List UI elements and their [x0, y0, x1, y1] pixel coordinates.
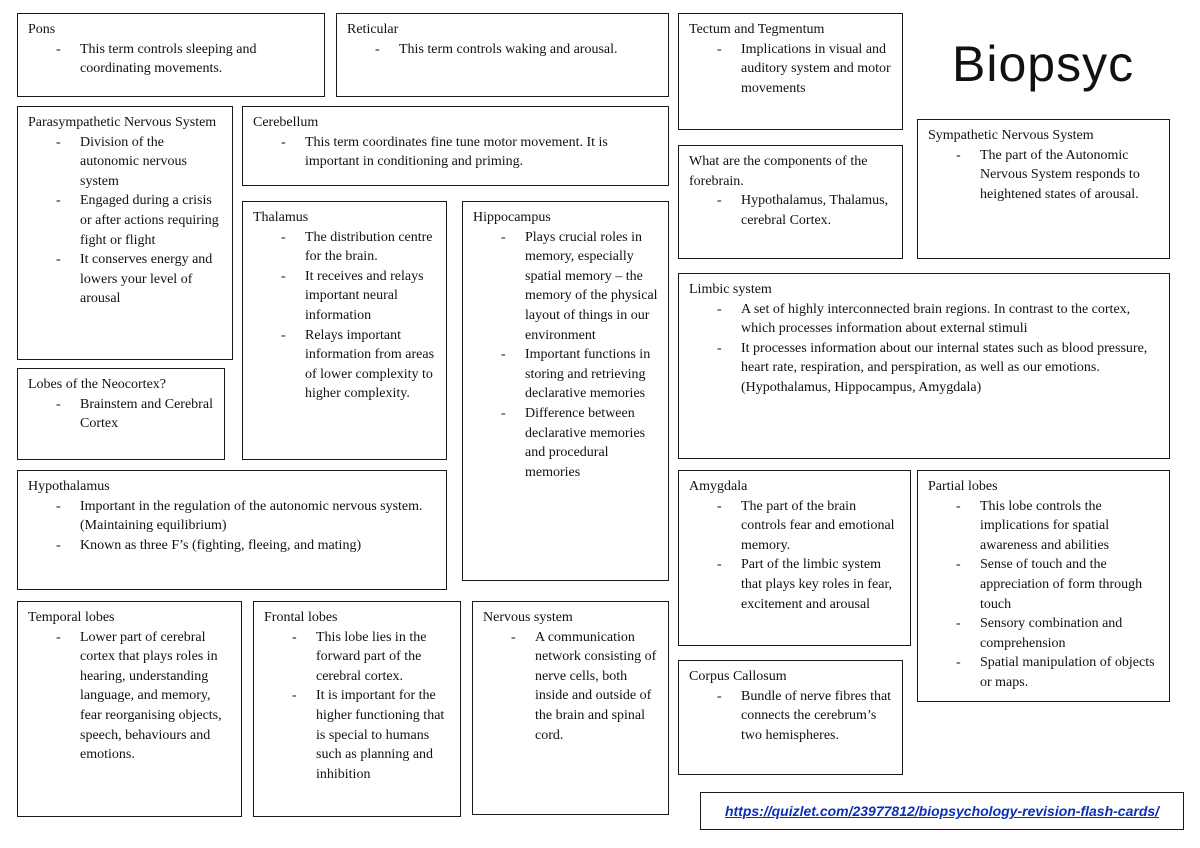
list-item: - Implications in visual and auditory system and motor movements	[689, 40, 894, 99]
card-hypothalamus	[17, 470, 447, 590]
list-item: - It receives and relays important neural information	[253, 267, 438, 326]
list-item: - Sensory combination and comprehension	[928, 614, 1161, 653]
list-item: - The distribution centre for the brain.	[253, 228, 438, 267]
card-title: Lobes of the Neocortex?	[28, 377, 166, 392]
list-item: - It conserves energy and lowers your level of arousal	[28, 250, 224, 309]
card-cerebellum	[242, 106, 669, 186]
list-item: - Division of the autonomic nervous system	[28, 133, 224, 192]
card-parasympathetic	[17, 106, 233, 360]
link-box	[700, 792, 1184, 830]
card-title: Hippocampus	[473, 210, 551, 225]
card-temporal-lobes	[17, 601, 242, 817]
card-title: Limbic system	[689, 282, 772, 297]
card-lobes-neocortex	[17, 368, 225, 460]
card-amygdala	[678, 470, 911, 646]
card-title: Partial lobes	[928, 479, 998, 494]
list-item: - Sense of touch and the appreciation of form through touch	[928, 555, 1161, 614]
card-title: Hypothalamus	[28, 479, 110, 494]
card-frontal-lobes	[253, 601, 461, 817]
card-title: Cerebellum	[253, 115, 319, 130]
page-title: Biopsyc	[952, 36, 1135, 92]
list-item: - Important in the regulation of the autonomic nervous system. (Maintaining equilibrium)	[28, 497, 438, 536]
card-reticular	[336, 13, 669, 97]
list-item: - A set of highly interconnected brain regions. In contrast to the cortex, which processes information about external stimuli	[689, 300, 1161, 339]
list-item: - This term controls waking and arousal.	[347, 40, 660, 60]
list-item: - Part of the limbic system that plays key roles in fear, excitement and arousal	[689, 555, 902, 614]
list-item: - A communication network consisting of nerve cells, both inside and outside of the brain and spinal cord.	[483, 628, 660, 746]
list-item: - Engaged during a crisis or after actions requiring fight or flight	[28, 191, 224, 250]
card-title: Parasympathetic Nervous System	[28, 115, 217, 130]
card-hippocampus	[462, 201, 669, 581]
list-item: - Known as three F’s (fighting, fleeing, and mating)	[28, 536, 438, 556]
list-item: - Brainstem and Cerebral Cortex	[28, 395, 216, 434]
card-title: What are the components of the forebrain.	[689, 154, 868, 189]
card-title: Tectum and Tegmentum	[689, 22, 825, 37]
list-item: - Bundle of nerve fibres that connects the cerebrum’s two hemispheres.	[689, 687, 894, 746]
card-title: Nervous system	[483, 610, 573, 625]
list-item: - The part of the Autonomic Nervous System responds to heightened states of arousal.	[928, 146, 1161, 205]
quizlet-link[interactable]: https://quizlet.com/23977812/biopsychology-revision-flash-cards/	[724, 803, 1160, 819]
card-title: Corpus Callosum	[689, 669, 787, 684]
card-sympathetic	[917, 119, 1170, 259]
list-item: - The part of the brain controls fear and emotional memory.	[689, 497, 902, 556]
card-pons	[17, 13, 325, 97]
list-item: - Difference between declarative memories and procedural memories	[473, 404, 660, 482]
list-item: - This term coordinates fine tune motor movement. It is important in conditioning and priming.	[253, 133, 660, 172]
list-item: - Hypothalamus, Thalamus, cerebral Cortex.	[689, 191, 894, 230]
list-item: - Plays crucial roles in memory, especially spatial memory – the memory of the physical layout of things in our environment	[473, 228, 660, 346]
card-title: Amygdala	[689, 479, 748, 494]
list-item: - This lobe lies in the forward part of the cerebral cortex.	[264, 628, 452, 687]
list-item: - It processes information about our internal states such as blood pressure, heart rate, respiration, and perspiration, as well as our emotions. (Hypothalamus, Hippocampus, Amygdala)	[689, 339, 1161, 398]
card-title: Frontal lobes	[264, 610, 338, 625]
list-item: - It is important for the higher functioning that is special to humans such as planning and inhibition	[264, 686, 452, 784]
list-item: - Important functions in storing and retrieving declarative memories	[473, 345, 660, 404]
card-title: Reticular	[347, 22, 399, 37]
list-item: - This lobe controls the implications for spatial awareness and abilities	[928, 497, 1161, 556]
list-item: - Lower part of cerebral cortex that plays roles in hearing, understanding language, and memory, fear reorganising objects, speech, behaviours and emotions.	[28, 628, 233, 765]
card-limbic-system	[678, 273, 1170, 459]
card-corpus-callosum	[678, 660, 903, 775]
card-forebrain	[678, 145, 903, 259]
card-nervous-system	[472, 601, 669, 815]
card-title: Sympathetic Nervous System	[928, 128, 1094, 143]
card-title: Pons	[28, 22, 56, 37]
card-thalamus	[242, 201, 447, 460]
card-tectum-tegmentum	[678, 13, 903, 130]
card-title: Temporal lobes	[28, 610, 115, 625]
list-item: - This term controls sleeping and coordinating movements.	[28, 40, 316, 79]
card-partial-lobes	[917, 470, 1170, 702]
card-title: Thalamus	[253, 210, 309, 225]
list-item: - Spatial manipulation of objects or maps.	[928, 653, 1161, 692]
list-item: - Relays important information from areas of lower complexity to higher complexity.	[253, 326, 438, 404]
